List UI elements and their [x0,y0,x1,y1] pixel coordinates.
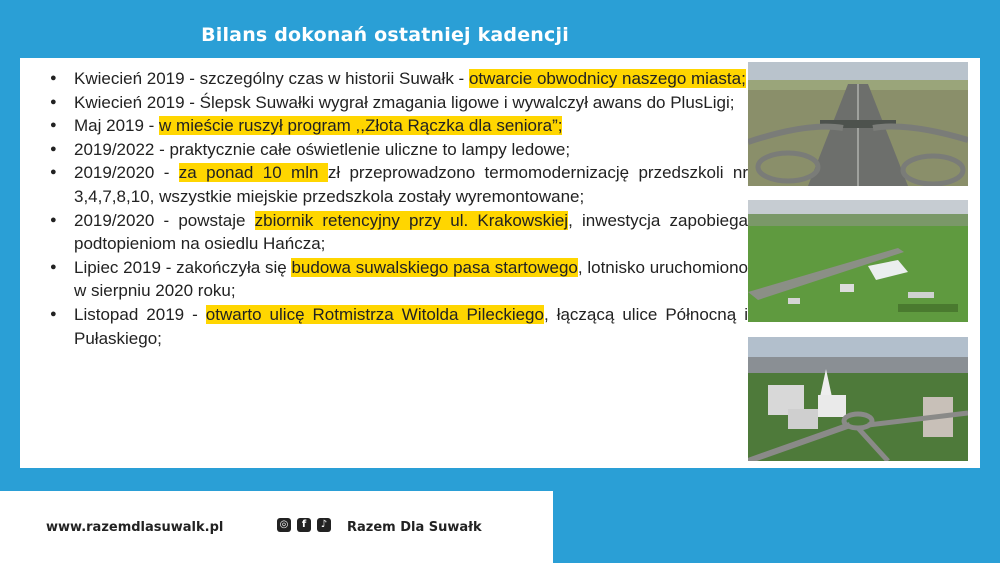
tiktok-icon[interactable]: ♪ [317,518,331,532]
facebook-icon[interactable]: f [297,518,311,532]
list-item: ● 2019/2020 - powstaje zbiornik retencyjny przy ul. Krakowskiej, inwestycja zapobiega podtopieniom na osiedlu Hańcza; [50,209,748,256]
achievements-list [50,67,748,350]
website-link[interactable]: www.razemdlasuwalk.pl [46,520,224,535]
pileckiego-street-photo [748,337,968,461]
list-item: ● Kwiecień 2019 - szczególny czas w historii Suwałk - otwarcie obwodnicy naszego miasta; [50,67,748,91]
list-item: ● Kwiecień 2019 - Ślepsk Suwałki wygrał zmagania ligowe i wywalczył awans do PlusLigi; [50,91,748,115]
list-item: ● Listopad 2019 - otwarto ulicę Rotmistrza Witolda Pileckiego, łączącą ulice Północną i Pułaskiego; [50,303,748,350]
ring-road-photo [748,62,968,186]
list-item: ● Lipiec 2019 - zakończyła się budowa suwalskiego pasa startowego, lotnisko uruchomiono w sierpniu 2020 roku; [50,256,748,303]
content-panel [20,58,980,468]
brand-name: Razem Dla Suwałk [347,520,482,535]
list-item: ● 2019/2022 - praktycznie całe oświetlenie uliczne to lampy ledowe; [50,138,748,162]
list-item: ● 2019/2020 - za ponad 10 mln zł przeprowadzono termomodernizację przedszkoli nr 3,4,7,8,10, wszystkie miejskie przedszkola zostały wyremontowane; [50,161,748,208]
slide-title: Bilans dokonań ostatniej kadencji [201,24,569,46]
social-icons [277,518,331,532]
footer [0,491,553,563]
list-item: ● Maj 2019 - w mieście ruszył program ,,Złota Rączka dla seniora”; [50,114,748,138]
airport-runway-photo [748,200,968,322]
instagram-icon[interactable]: ◎ [277,518,291,532]
